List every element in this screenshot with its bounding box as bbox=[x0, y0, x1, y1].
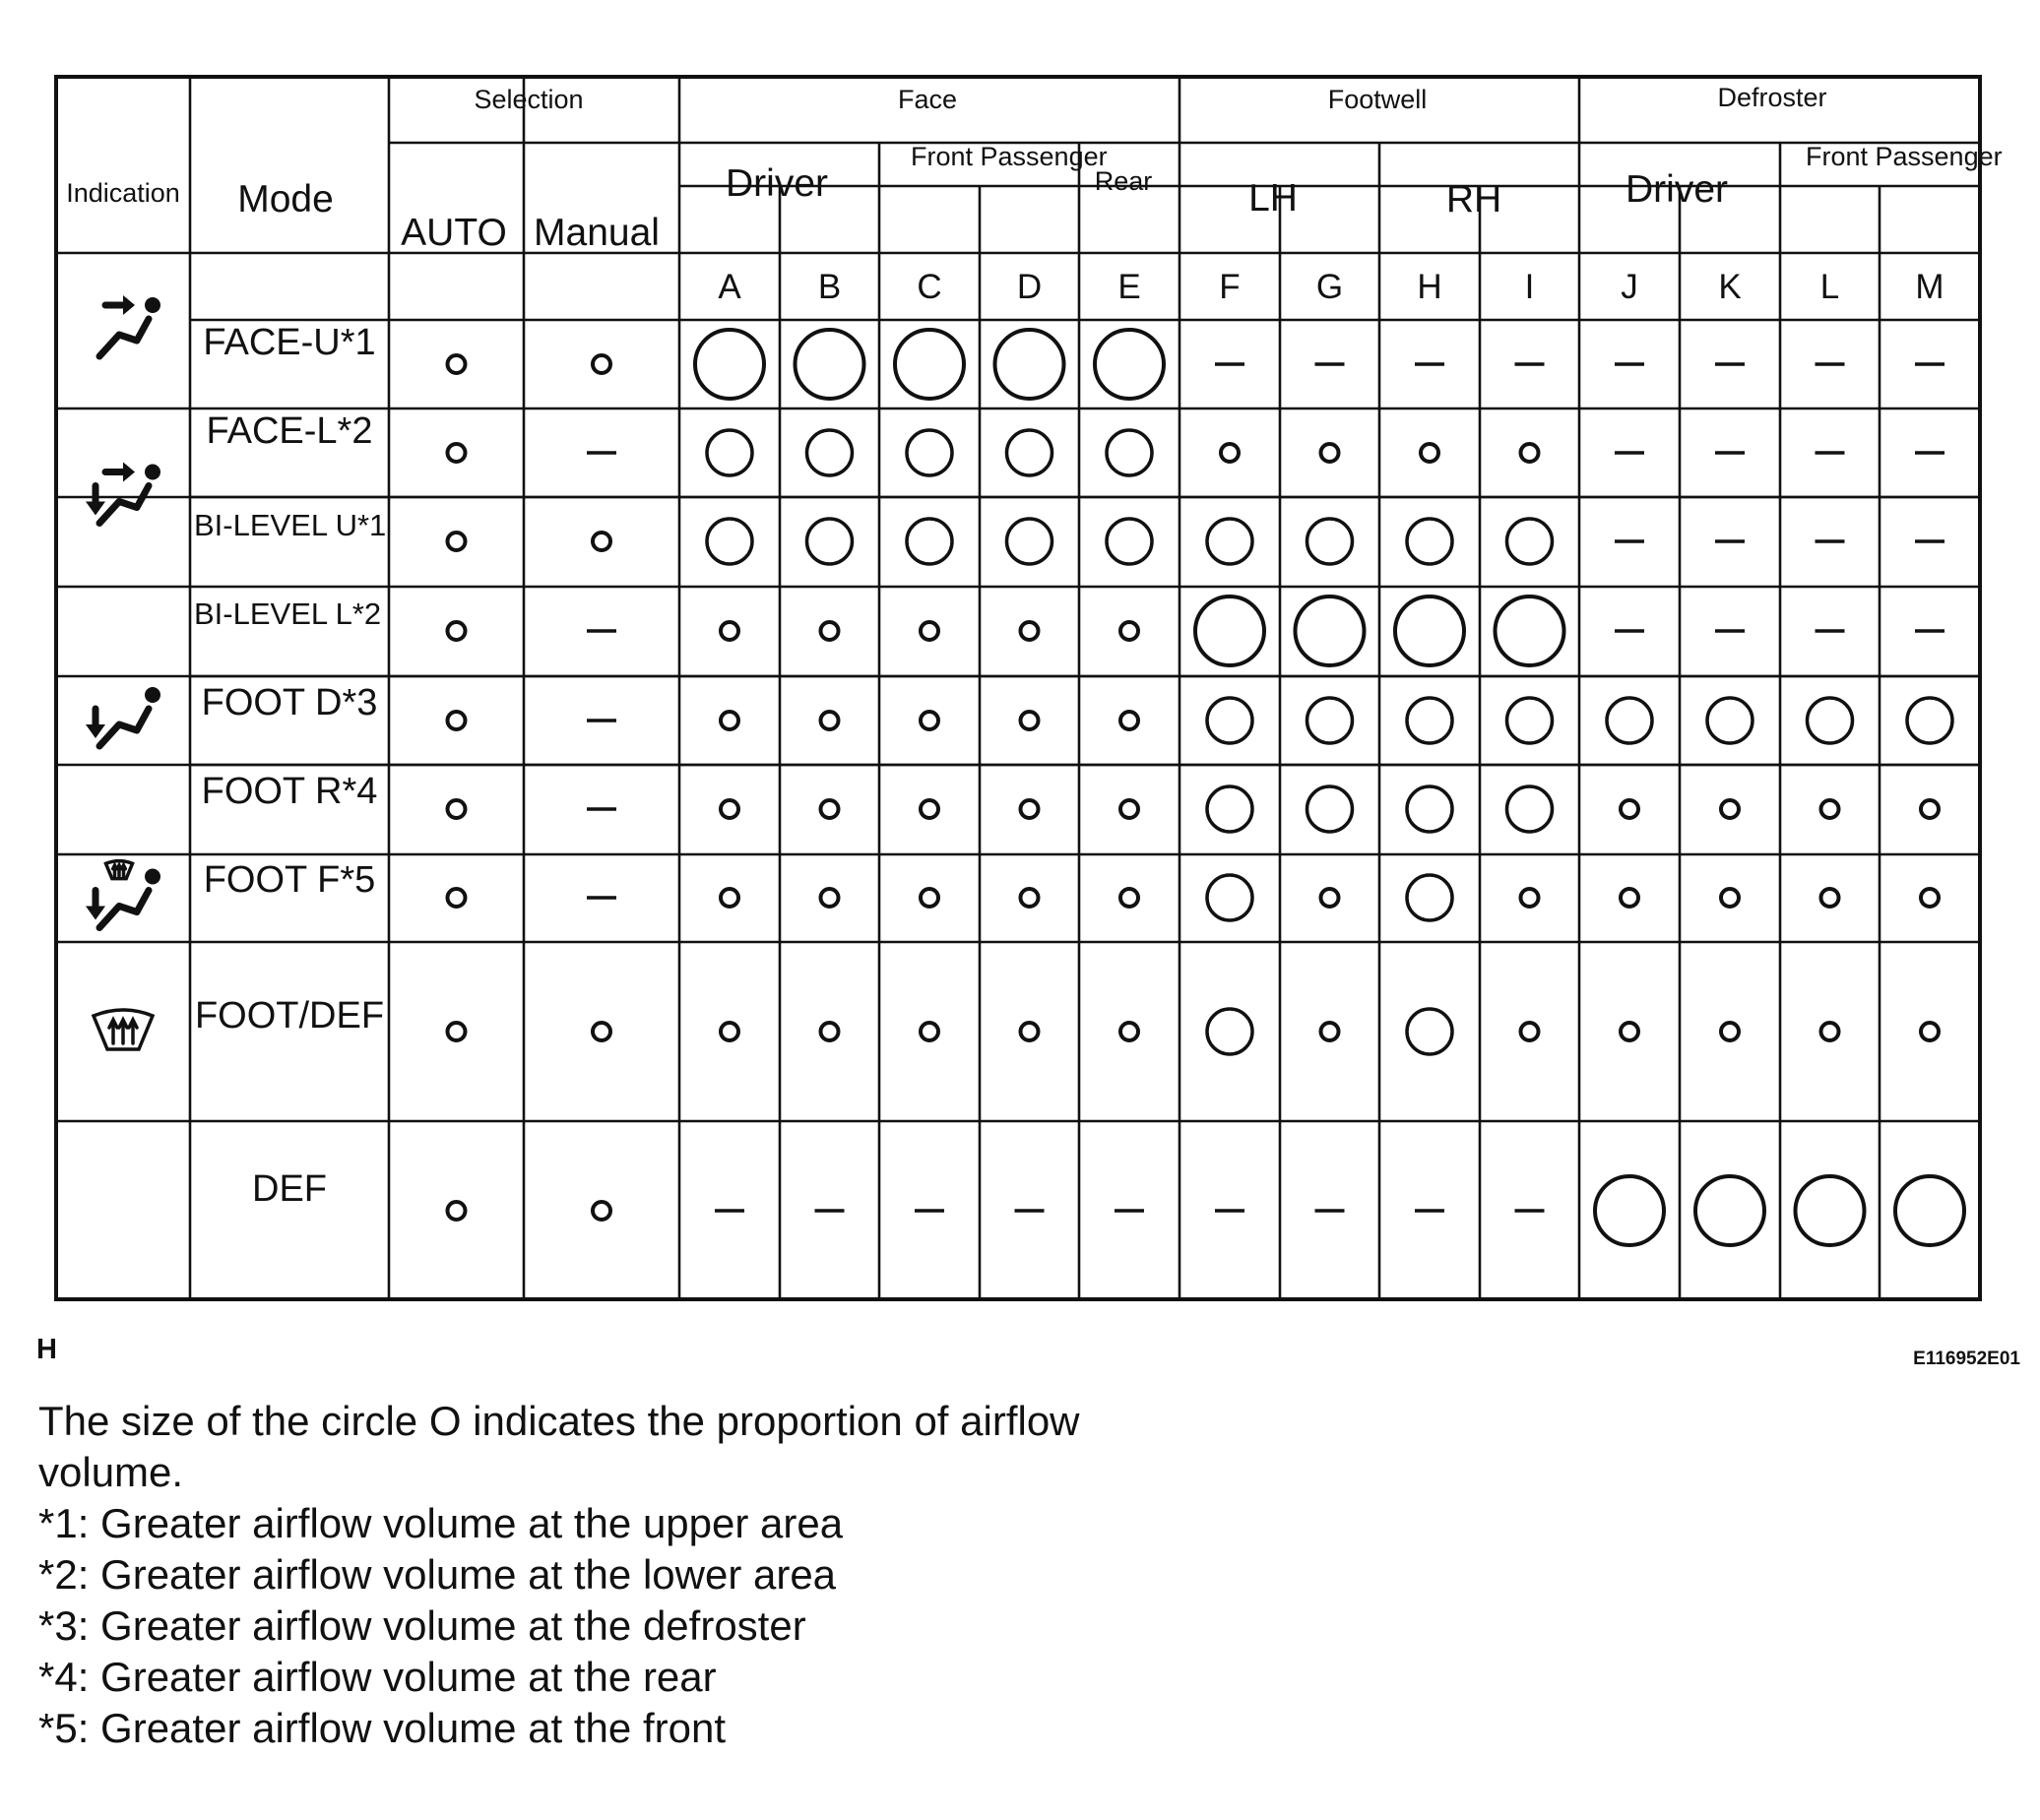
medium-circle-mark bbox=[1107, 519, 1152, 564]
header-face: Face bbox=[897, 85, 958, 114]
header-manual: Manual bbox=[534, 212, 660, 254]
small-circle-mark bbox=[1621, 889, 1638, 907]
column-letter-m: M bbox=[1915, 268, 1944, 306]
medium-circle-mark bbox=[1407, 1009, 1452, 1054]
large-circle-mark bbox=[995, 330, 1064, 399]
column-letter-j: J bbox=[1621, 268, 1638, 306]
medium-circle-mark bbox=[1507, 519, 1553, 564]
small-circle-mark bbox=[1021, 800, 1039, 818]
medium-circle-mark bbox=[1407, 875, 1452, 920]
large-circle-mark bbox=[1195, 596, 1264, 665]
small-circle-mark bbox=[721, 1023, 738, 1040]
large-circle-mark bbox=[796, 330, 864, 399]
mode-label: DEF bbox=[252, 1168, 327, 1210]
small-circle-mark bbox=[921, 889, 938, 907]
mode-label: BI-LEVEL L*2 bbox=[194, 596, 382, 631]
small-circle-mark bbox=[1721, 1023, 1739, 1040]
header-def-front-passenger: Front Passenger bbox=[1806, 142, 2003, 171]
header-auto: AUTO bbox=[401, 212, 507, 254]
header-selection: Selection bbox=[474, 85, 584, 114]
header-face-front-passenger: Front Passenger bbox=[911, 142, 1108, 171]
small-circle-mark bbox=[593, 1023, 610, 1040]
header-footwell: Footwell bbox=[1327, 85, 1428, 114]
large-circle-mark bbox=[1895, 1176, 1964, 1245]
medium-circle-mark bbox=[807, 519, 853, 564]
medium-circle-mark bbox=[1207, 875, 1252, 920]
medium-circle-mark bbox=[1307, 519, 1353, 564]
header-face-rear: Rear bbox=[1094, 166, 1153, 196]
small-circle-mark bbox=[721, 800, 738, 818]
foot-airflow-icon bbox=[86, 687, 160, 746]
large-circle-mark bbox=[1395, 596, 1464, 665]
footnotes bbox=[38, 1396, 1220, 1754]
medium-circle-mark bbox=[1607, 698, 1652, 743]
medium-circle-mark bbox=[1307, 786, 1353, 832]
mode-label: FOOT R*4 bbox=[201, 771, 378, 812]
small-circle-mark bbox=[821, 622, 839, 640]
column-letter-g: G bbox=[1315, 268, 1344, 306]
header-mode: Mode bbox=[237, 178, 334, 220]
medium-circle-mark bbox=[807, 430, 853, 475]
column-letter-b: B bbox=[817, 268, 842, 306]
column-letter-i: I bbox=[1524, 268, 1535, 306]
footnote-item-5: *5: Greater airflow volume at the front bbox=[38, 1705, 726, 1751]
footnote-intro: The size of the circle O indicates the proportion of airflow volume. bbox=[38, 1398, 1080, 1495]
small-circle-mark bbox=[1321, 444, 1339, 462]
figure-letter: H bbox=[36, 1334, 57, 1365]
mode-label: FOOT/DEF bbox=[194, 995, 385, 1036]
header-defroster: Defroster bbox=[1717, 83, 1827, 112]
foot-def-airflow-icon bbox=[86, 861, 160, 928]
small-circle-mark bbox=[448, 800, 466, 818]
mode-label: BI-LEVEL U*1 bbox=[194, 508, 387, 542]
footnote-item-4: *4: Greater airflow volume at the rear bbox=[38, 1654, 717, 1700]
small-circle-mark bbox=[1120, 889, 1138, 907]
column-letter-a: A bbox=[718, 268, 741, 306]
small-circle-mark bbox=[921, 622, 938, 640]
bi-level-airflow-icon bbox=[86, 463, 160, 524]
column-letter-d: D bbox=[1016, 268, 1043, 306]
small-circle-mark bbox=[721, 889, 738, 907]
small-circle-mark bbox=[593, 355, 610, 373]
small-circle-mark bbox=[821, 712, 839, 729]
large-circle-mark bbox=[1695, 1176, 1764, 1245]
footnote-item-2: *2: Greater airflow volume at the lower area bbox=[38, 1551, 837, 1598]
medium-circle-mark bbox=[1207, 786, 1252, 832]
medium-circle-mark bbox=[1407, 698, 1452, 743]
small-circle-mark bbox=[1120, 712, 1138, 729]
small-circle-mark bbox=[921, 712, 938, 729]
small-circle-mark bbox=[448, 712, 466, 729]
small-circle-mark bbox=[1521, 1023, 1539, 1040]
small-circle-mark bbox=[821, 800, 839, 818]
small-circle-mark bbox=[1120, 1023, 1138, 1040]
header-def-driver: Driver bbox=[1626, 168, 1728, 211]
medium-circle-mark bbox=[1507, 698, 1553, 743]
large-circle-mark bbox=[695, 330, 764, 399]
small-circle-mark bbox=[1821, 889, 1839, 907]
small-circle-mark bbox=[1521, 889, 1539, 907]
small-circle-mark bbox=[593, 533, 610, 550]
small-circle-mark bbox=[448, 1202, 466, 1220]
small-circle-mark bbox=[1621, 1023, 1638, 1040]
small-circle-mark bbox=[1921, 889, 1939, 907]
column-letter-c: C bbox=[917, 268, 942, 306]
medium-circle-mark bbox=[1507, 786, 1553, 832]
mode-label: FOOT D*3 bbox=[201, 682, 378, 723]
small-circle-mark bbox=[448, 355, 466, 373]
medium-circle-mark bbox=[1707, 698, 1753, 743]
medium-circle-mark bbox=[907, 519, 952, 564]
small-circle-mark bbox=[1021, 712, 1039, 729]
small-circle-mark bbox=[1821, 800, 1839, 818]
mode-label: FACE-L*2 bbox=[206, 410, 373, 452]
medium-circle-mark bbox=[707, 519, 752, 564]
column-letter-h: H bbox=[1417, 268, 1442, 306]
medium-circle-mark bbox=[1007, 519, 1052, 564]
small-circle-mark bbox=[921, 800, 938, 818]
small-circle-mark bbox=[921, 1023, 938, 1040]
header-face-driver: Driver bbox=[726, 162, 828, 205]
small-circle-mark bbox=[1721, 800, 1739, 818]
small-circle-mark bbox=[1421, 444, 1438, 462]
medium-circle-mark bbox=[1007, 430, 1052, 475]
small-circle-mark bbox=[721, 622, 738, 640]
header-lh: LH bbox=[1248, 177, 1298, 220]
medium-circle-mark bbox=[1207, 519, 1252, 564]
medium-circle-mark bbox=[907, 430, 952, 475]
mode-label: FACE-U*1 bbox=[203, 322, 376, 363]
small-circle-mark bbox=[448, 444, 466, 462]
small-circle-mark bbox=[1921, 1023, 1939, 1040]
medium-circle-mark bbox=[1207, 698, 1252, 743]
medium-circle-mark bbox=[1407, 519, 1452, 564]
small-circle-mark bbox=[448, 533, 466, 550]
medium-circle-mark bbox=[1207, 1009, 1252, 1054]
column-letter-f: F bbox=[1219, 268, 1241, 306]
column-letters bbox=[718, 268, 1944, 306]
small-circle-mark bbox=[448, 622, 466, 640]
column-letter-l: L bbox=[1819, 268, 1840, 306]
medium-circle-mark bbox=[1307, 698, 1353, 743]
defroster-icon bbox=[94, 1010, 153, 1049]
large-circle-mark bbox=[895, 330, 964, 399]
large-circle-mark bbox=[1595, 1176, 1664, 1245]
table-header bbox=[66, 83, 2002, 254]
footnote-item-3: *3: Greater airflow volume at the defroster bbox=[38, 1602, 806, 1649]
small-circle-mark bbox=[721, 712, 738, 729]
figure-id: E116952E01 bbox=[1913, 1349, 2020, 1369]
footnote-item-1: *1: Greater airflow volume at the upper area bbox=[38, 1500, 844, 1546]
medium-circle-mark bbox=[1907, 698, 1952, 743]
large-circle-mark bbox=[1496, 596, 1564, 665]
large-circle-mark bbox=[1796, 1176, 1865, 1245]
small-circle-mark bbox=[1021, 622, 1039, 640]
small-circle-mark bbox=[448, 1023, 466, 1040]
column-letter-k: K bbox=[1718, 268, 1742, 306]
large-circle-mark bbox=[1296, 596, 1365, 665]
small-circle-mark bbox=[1821, 1023, 1839, 1040]
small-circle-mark bbox=[1120, 622, 1138, 640]
medium-circle-mark bbox=[1107, 430, 1152, 475]
small-circle-mark bbox=[448, 889, 466, 907]
small-circle-mark bbox=[1721, 889, 1739, 907]
small-circle-mark bbox=[821, 889, 839, 907]
medium-circle-mark bbox=[1808, 698, 1853, 743]
column-letter-e: E bbox=[1117, 268, 1141, 306]
medium-circle-mark bbox=[707, 430, 752, 475]
small-circle-mark bbox=[1321, 1023, 1339, 1040]
small-circle-mark bbox=[593, 1202, 610, 1220]
mode-label: FOOT F*5 bbox=[203, 859, 376, 901]
small-circle-mark bbox=[1221, 444, 1239, 462]
small-circle-mark bbox=[1621, 800, 1638, 818]
small-circle-mark bbox=[1921, 800, 1939, 818]
small-circle-mark bbox=[1021, 1023, 1039, 1040]
small-circle-mark bbox=[1021, 889, 1039, 907]
header-indication: Indication bbox=[66, 178, 180, 208]
medium-circle-mark bbox=[1407, 786, 1452, 832]
small-circle-mark bbox=[1521, 444, 1539, 462]
large-circle-mark bbox=[1095, 330, 1164, 399]
header-rh: RH bbox=[1445, 178, 1502, 220]
small-circle-mark bbox=[1321, 889, 1339, 907]
face-airflow-icon bbox=[99, 295, 160, 356]
small-circle-mark bbox=[1120, 800, 1138, 818]
small-circle-mark bbox=[821, 1023, 839, 1040]
airflow-marks bbox=[448, 330, 1965, 1245]
